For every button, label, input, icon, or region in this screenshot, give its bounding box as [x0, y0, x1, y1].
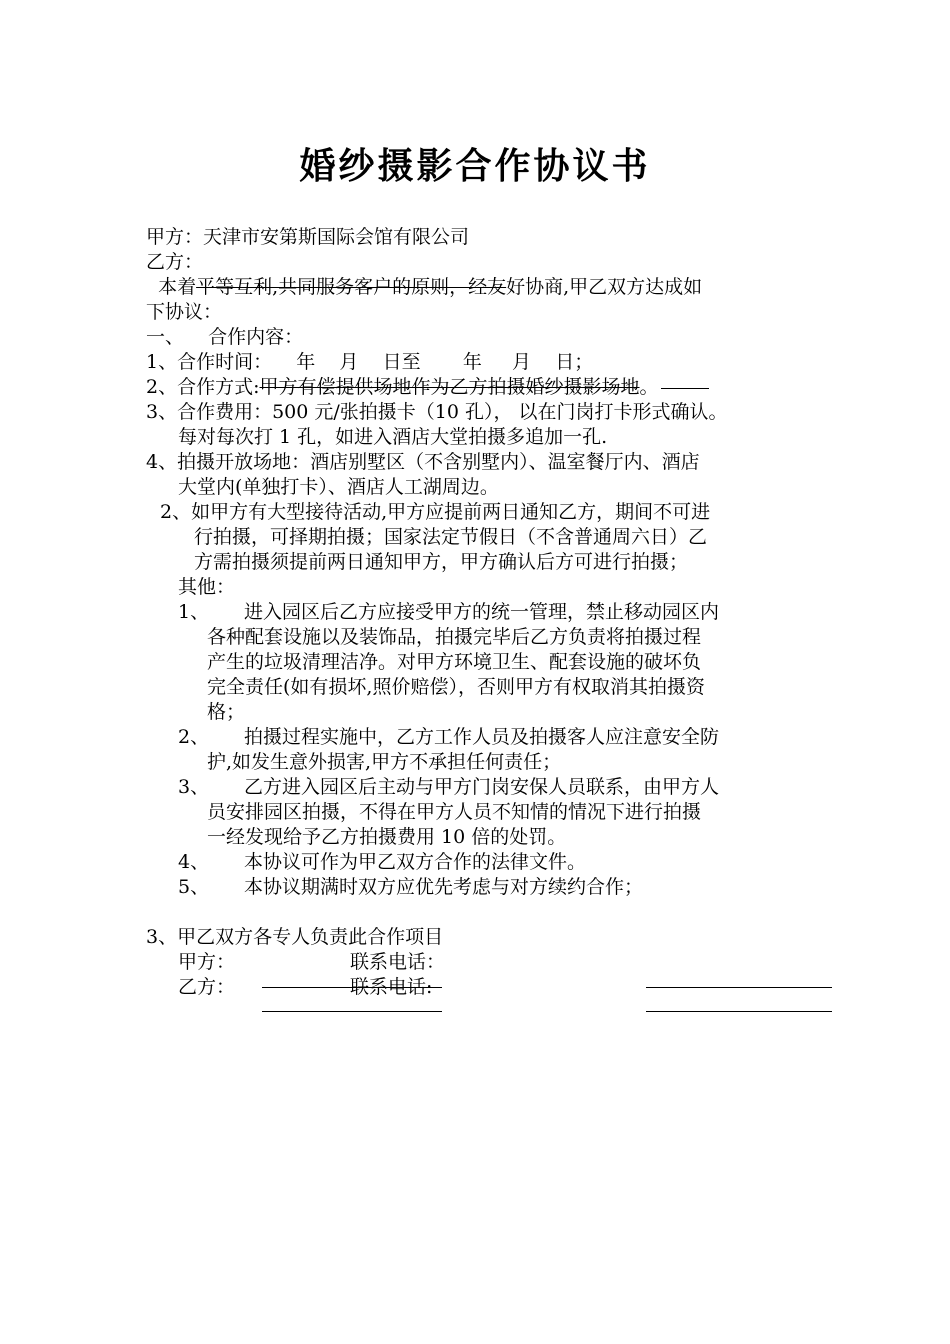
other-5-line-1: 本协议期满时双方应优先考虑与对方续约合作；: [244, 876, 644, 898]
other-4-number: 4、: [178, 851, 210, 873]
item-2-trailing-rule: [661, 388, 709, 389]
item-3-fee-line-2: 每对每次打 1 孔，如进入酒店大堂拍摄多追加一孔.: [178, 426, 608, 448]
item-2-struck-text: 甲方有偿提供场地作为乙方拍摄婚纱摄影场地: [259, 376, 640, 398]
section-3-heading: 3、甲乙双方各专人负责此合作项目: [146, 926, 444, 948]
other-2-line-1: 拍摄过程实施中，乙方工作人员及拍摄客人应注意安全防: [244, 726, 720, 748]
signature-line-party-b-phone: [646, 1011, 832, 1012]
other-label: 其他：: [178, 576, 236, 598]
signature-party-b-phone-label: 联系电话:: [350, 976, 433, 998]
signature-line-party-a-phone: [646, 987, 832, 988]
other-1-line-5: 格；: [207, 701, 246, 723]
other-1-line-3: 产生的垃圾清理洁净。对甲方环境卫生、配套设施的破坏负: [207, 651, 702, 673]
other-3-number: 3、: [178, 776, 210, 798]
party-b-line: 乙方：: [146, 251, 204, 273]
signature-line-party-b: [262, 1011, 442, 1012]
item-2-prefix: 2、合作方式:: [146, 376, 260, 398]
clause-2-line-3: 方需拍摄须提前两日通知甲方，甲方确认后方可进行拍摄；: [194, 551, 689, 573]
other-3-line-3: 一经发现给予乙方拍摄费用 10 倍的处罚。: [207, 826, 567, 848]
other-1-line-2: 各种配套设施以及装饰品，拍摄完毕后乙方负责将拍摄过程: [207, 626, 702, 648]
other-4-line-1: 本协议可作为甲乙双方合作的法律文件。: [244, 851, 587, 873]
intro-line-1: [146, 275, 702, 300]
signature-line-party-a: [262, 987, 442, 988]
party-a-line: 甲方：天津市安第斯国际会馆有限公司: [146, 226, 470, 248]
other-1-number: 1、: [178, 601, 210, 623]
other-5-number: 5、: [178, 876, 210, 898]
other-2-line-2: 护,如发生意外损害,甲方不承担任何责任；: [207, 751, 562, 773]
signature-party-a-label: 甲方：: [178, 951, 236, 973]
other-3-line-1: 乙方进入园区后主动与甲方门岗安保人员联系，由甲方人: [244, 776, 720, 798]
intro-struck-text: 平等互利,共同服务客户的原则，经友: [196, 276, 507, 298]
other-3-line-2: 员安排园区拍摄，不得在甲方人员不知情的情况下进行拍摄: [207, 801, 702, 823]
other-1-line-1: 进入园区后乙方应接受甲方的统一管理，禁止移动园区内: [244, 601, 720, 623]
intro-text-b: 好协商,甲乙双方达成如: [506, 276, 703, 298]
clause-2-line-1: 2、如甲方有大型接待活动,甲方应提前两日通知乙方，期间不可进: [160, 501, 711, 523]
other-1-line-4: 完全责任(如有损坏,照价赔偿），否则甲方有权取消其拍摄资: [207, 676, 705, 698]
item-4-venue-line-1: 4、拍摄开放场地：酒店别墅区（不含别墅内）、温室餐厅内、酒店: [146, 451, 700, 473]
signature-party-a-phone-label: 联系电话：: [350, 951, 446, 973]
item-3-fee-line-1: 3、合作费用：500 元/张拍摄卡（10 孔）， 以在门岗打卡形式确认。: [146, 401, 728, 423]
item-2-suffix: 。: [639, 376, 659, 398]
signature-party-b-label: 乙方：: [178, 976, 236, 998]
section-1-heading: 一、 合作内容：: [146, 326, 304, 348]
item-1-time: 1、合作时间： 年 月 日至 年 月 日；: [146, 351, 594, 373]
other-2-number: 2、: [178, 726, 210, 748]
item-4-venue-line-2: 大堂内(单独打卡）、酒店人工湖周边。: [178, 476, 499, 498]
clause-2-line-2: 行拍摄，可择期拍摄；国家法定节假日（不含普通周六日）乙: [194, 526, 708, 548]
intro-text-a: 本着: [146, 276, 197, 298]
document-title: 婚纱摄影合作协议书: [299, 145, 651, 187]
intro-line-2: 下协议：: [146, 301, 223, 323]
item-2-method: [146, 375, 709, 400]
